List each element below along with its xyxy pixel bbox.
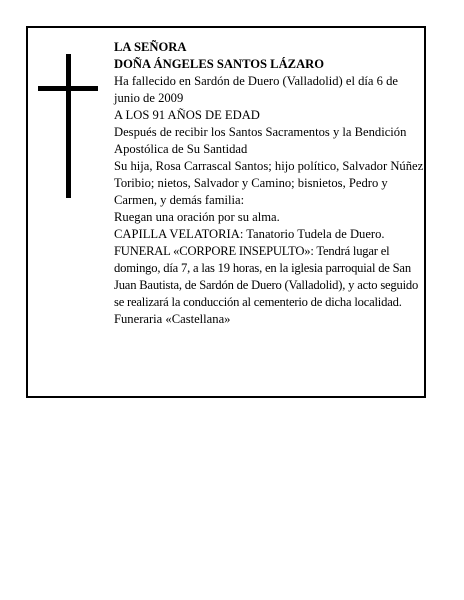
funeral-home: Funeraria «Castellana»	[114, 312, 231, 326]
funeral-line: FUNERAL «CORPORE INSEPULTO»: Tendrá lugar el domingo, día 7, a las 19 horas, en la iglesia parroquial de San Juan Bautista, de Sardón de Duero (Valladolid), y acto seguido se realizará la conducción al cementerio de dicha localidad.	[114, 244, 419, 309]
cross-horizontal-bar	[38, 86, 98, 91]
honorific: LA SEÑORA	[114, 40, 187, 54]
death-notice: Ha fallecido en Sardón de Duero (Valladolid) el día 6 de junio de 2009	[114, 74, 398, 105]
cross-icon	[38, 54, 98, 198]
prayer-request: Ruegan una oración por su alma.	[114, 210, 280, 224]
cross-vertical-bar	[66, 54, 71, 198]
deceased-name: DOÑA ÁNGELES SANTOS LÁZARO	[114, 57, 325, 71]
age-line: A LOS 91 AÑOS DE EDAD	[114, 108, 260, 122]
wake-line: CAPILLA VELATORIA: Tanatorio Tudela de Duero.	[114, 227, 385, 241]
sacraments-line: Después de recibir los Santos Sacramentos y la Bendición Apostólica de Su Santidad	[114, 125, 407, 156]
obituary-text	[114, 39, 426, 328]
family-line: Su hija, Rosa Carrascal Santos; hijo político, Salvador Núñez Toribio; nietos, Salvador y Camino; bisnietos, Pedro y Carmen, y demás familia:	[114, 159, 424, 207]
obituary-notice	[26, 26, 426, 398]
